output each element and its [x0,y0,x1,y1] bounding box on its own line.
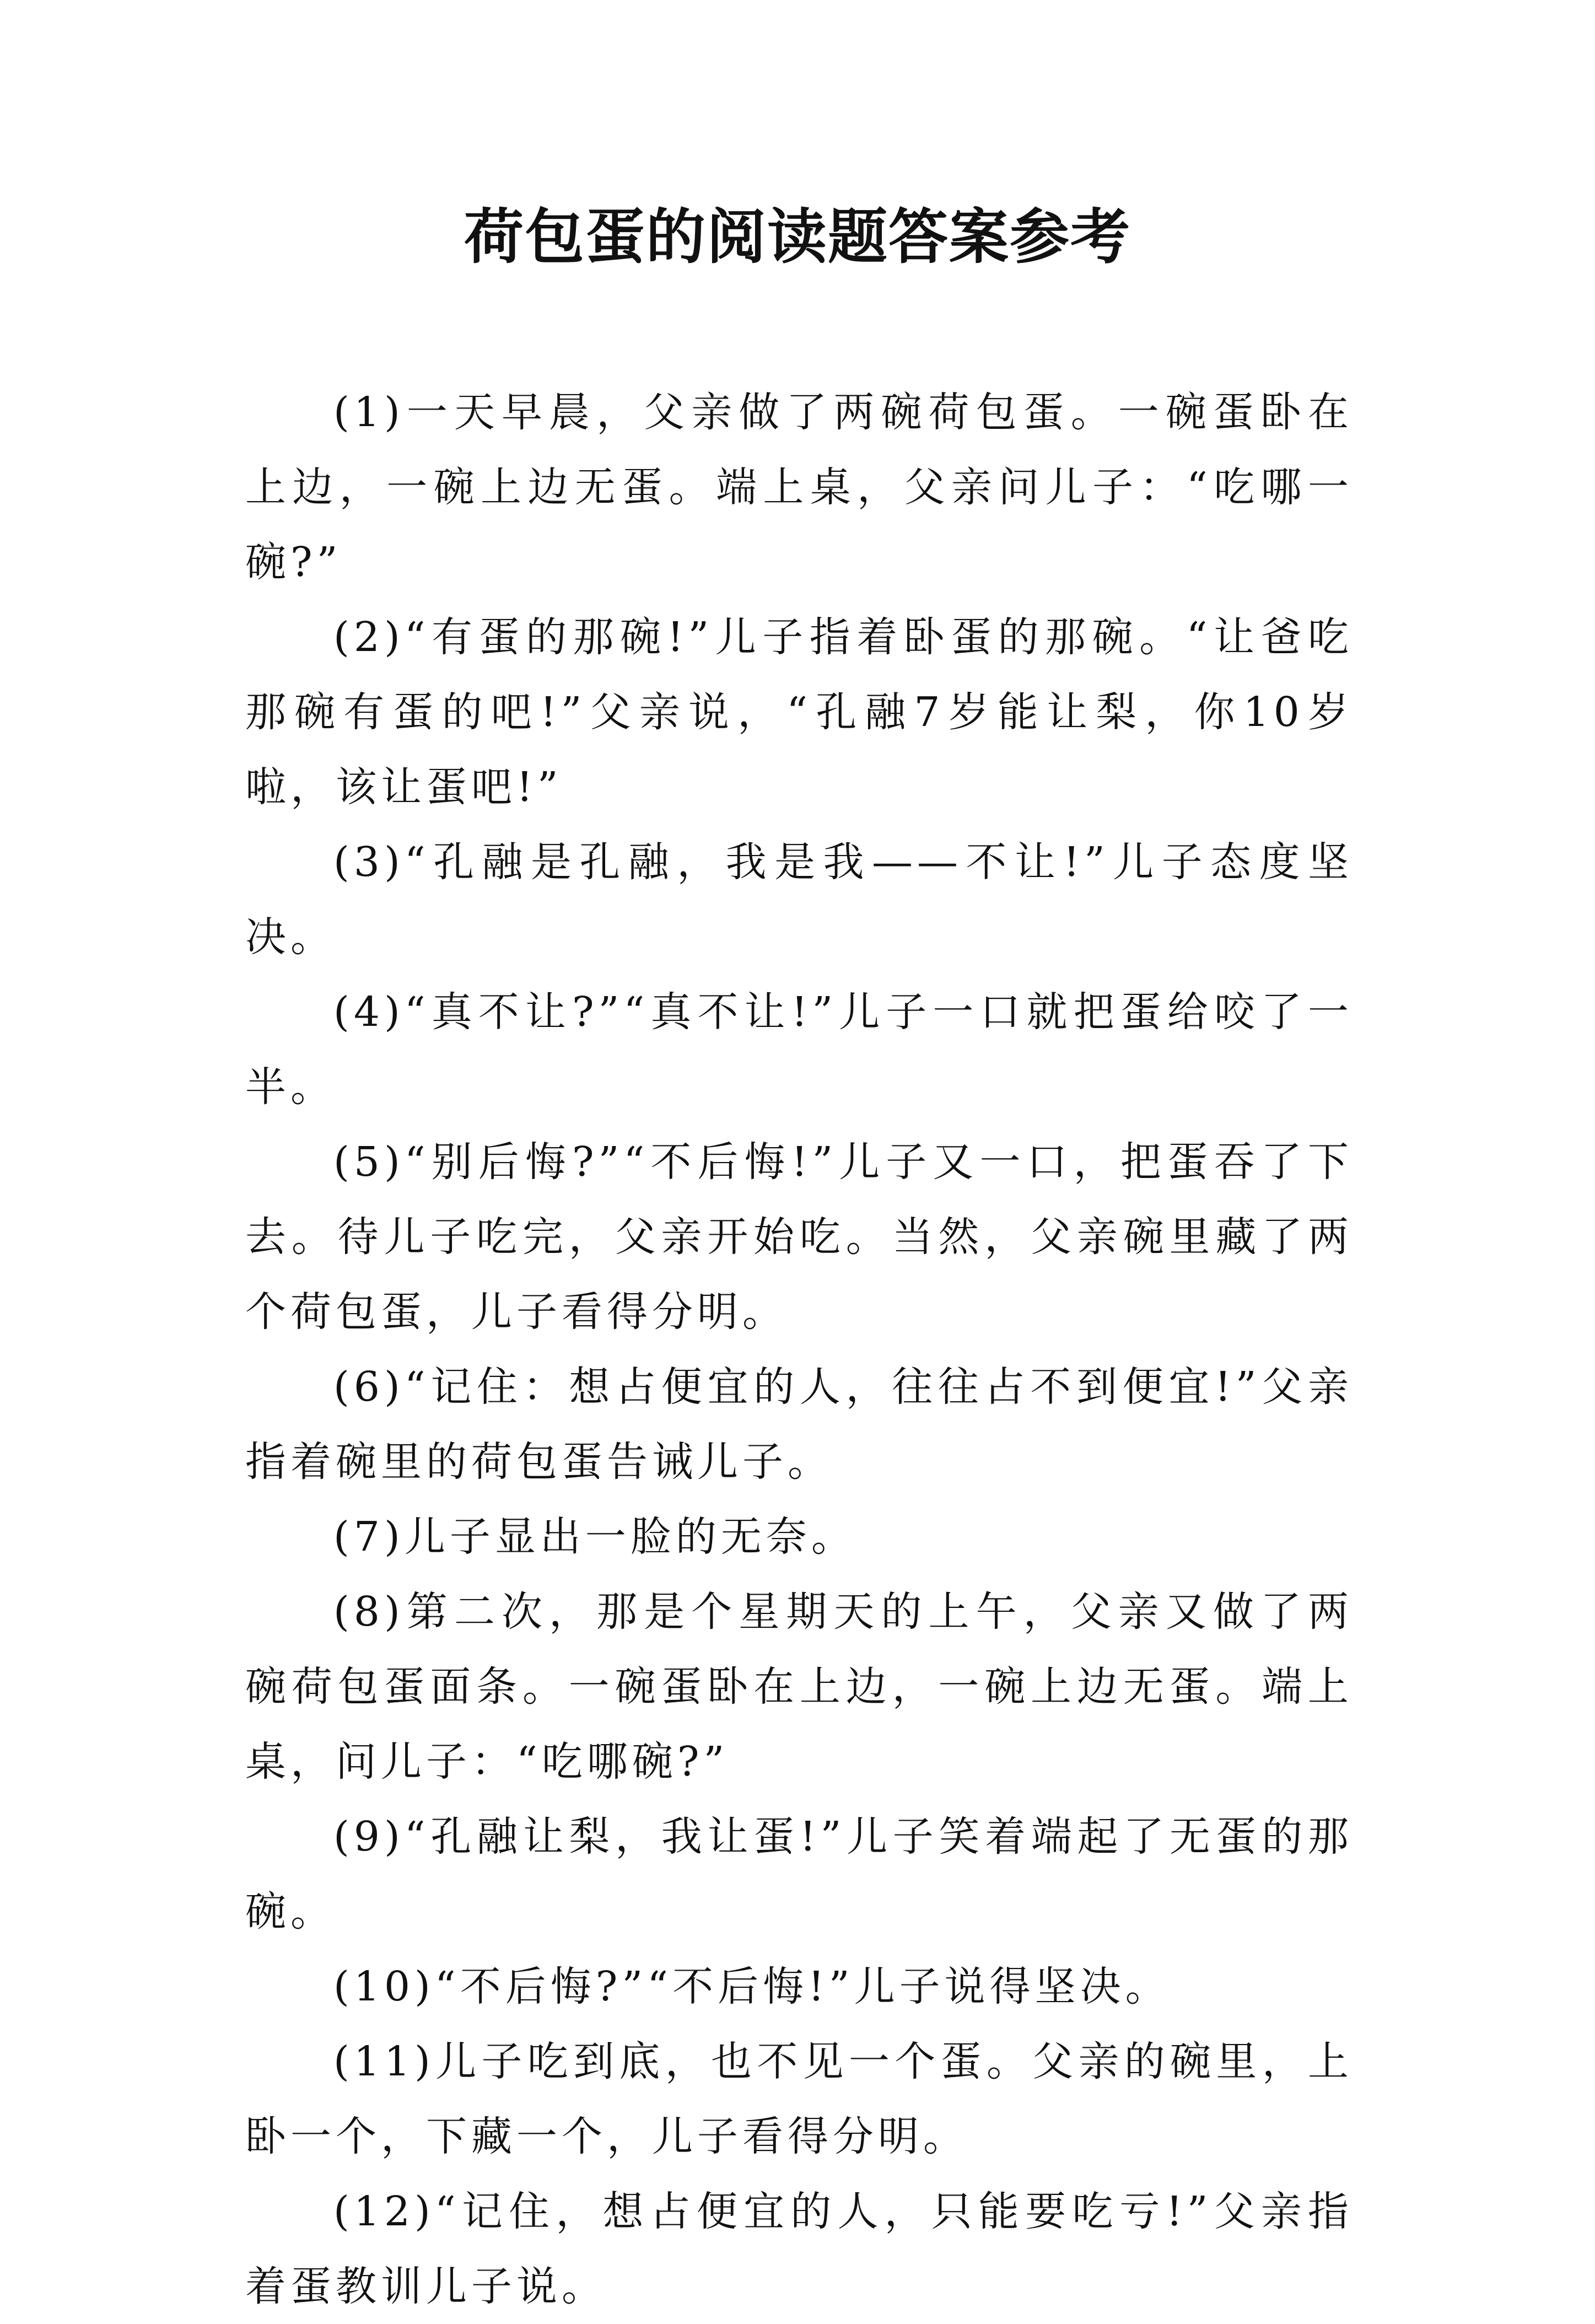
paragraph-5: (5)“别后悔?”“不后悔!”儿子又一口，把蛋吞了下去。待儿子吃完，父亲开始吃。当然，父亲碗里藏了两个荷包蛋，儿子看得分明。 [245,1138,1353,1336]
paragraph-9: (9)“孔融让梨，我让蛋!”儿子笑着端起了无蛋的那碗。 [245,1813,1353,1935]
paragraph-11: (11)儿子吃到底，也不见一个蛋。父亲的碗里，上卧一个，下藏一个，儿子看得分明。 [245,2038,1353,2160]
paragraph-1: (1)一天早晨，父亲做了两碗荷包蛋。一碗蛋卧在上边，一碗上边无蛋。端上桌，父亲问儿子：“吃哪一碗?” [245,389,1353,586]
paragraph-7: (7)儿子显出一脸的无奈。 [333,1513,856,1561]
paragraph-4: (4)“真不让?”“真不让!”儿子一口就把蛋给咬了一半。 [245,988,1353,1111]
paragraph-8: (8)第二次，那是个星期天的上午，父亲又做了两碗荷包蛋面条。一碗蛋卧在上边，一碗上边无蛋。端上桌，问儿子：“吃哪碗?” [245,1588,1353,1785]
paragraph-2: (2)“有蛋的那碗!”儿子指着卧蛋的那碗。“让爸吃那碗有蛋的吧!”父亲说，“孔融7岁能让梨，你10岁啦，该让蛋吧!” [245,614,1353,811]
paragraph-10: (10)“不后悔?”“不后悔!”儿子说得坚决。 [333,1963,1171,2010]
document-title: 荷包蛋的阅读题答案参考 [464,202,1131,272]
paragraph-6: (6)“记住：想占便宜的人，往往占不到便宜!”父亲指着碗里的荷包蛋告诫儿子。 [245,1363,1353,1486]
paragraph-12: (12)“记住，想占便宜的人，只能要吃亏!”父亲指着蛋教训儿子说。 [245,2188,1353,2310]
paragraph-3: (3)“孔融是孔融，我是我——不让!”儿子态度坚决。 [245,838,1354,961]
document-body [245,375,1353,2324]
